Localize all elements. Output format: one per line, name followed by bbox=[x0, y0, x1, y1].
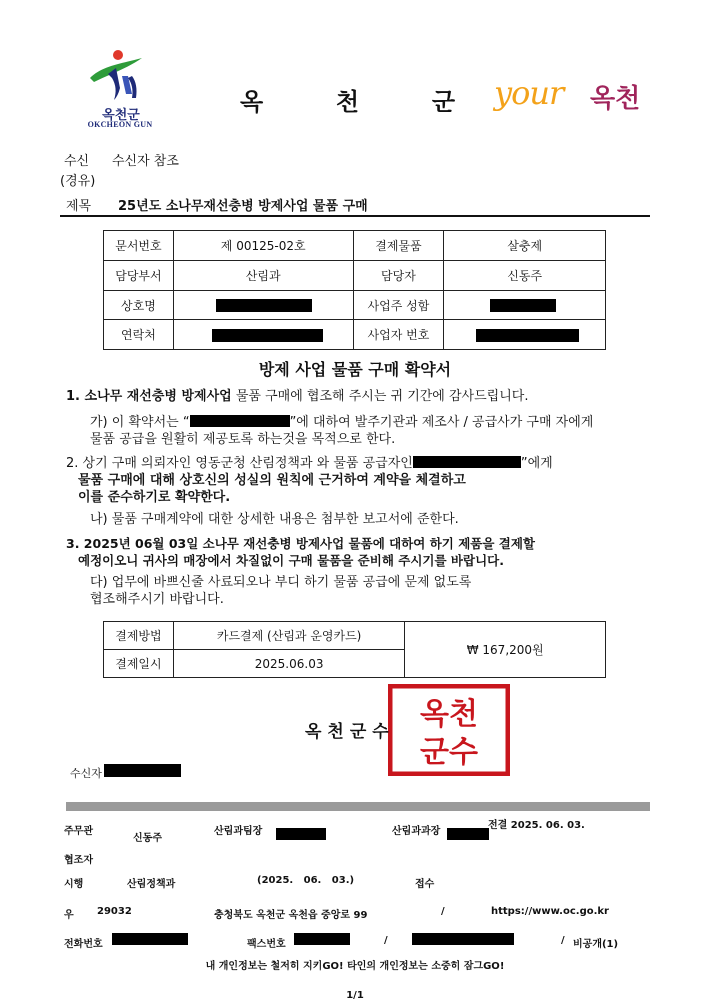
cell-item-label: 결제물품 bbox=[353, 231, 444, 261]
footer-enforce-date: (2025. 06. 03.) bbox=[257, 875, 355, 886]
footer-receipt-label: 접수 bbox=[415, 879, 435, 890]
redacted-block bbox=[294, 933, 350, 945]
footer-address: 충청북도 옥천군 옥천읍 중앙로 99 bbox=[214, 910, 368, 921]
paragraph-1-rest: 물품 구매에 협조해 주시는 귀 기간에 감사드립니다. bbox=[231, 389, 529, 404]
redacted-block bbox=[447, 828, 489, 840]
cell-doc-no-value: 제 00125-02호 bbox=[173, 231, 353, 261]
redacted-block bbox=[104, 764, 181, 777]
redacted-block bbox=[276, 828, 326, 840]
redacted-block bbox=[413, 456, 521, 468]
paragraph-2-line1: 2. 상기 구매 의뢰자인 영동군청 산림정책과 와 물품 공급자인 bbox=[66, 456, 413, 471]
title-char-1: 옥 bbox=[240, 88, 264, 116]
paragraph-2-line1-end: ”에게 bbox=[520, 456, 553, 471]
footer-postal-code: 29032 bbox=[97, 906, 132, 917]
payment-method-value: 카드결제 (산림과 운영카드) bbox=[173, 622, 405, 650]
footer-phone-label: 전화번호 bbox=[64, 939, 103, 950]
redacted-block bbox=[190, 415, 290, 427]
cell-manager-value: 신동주 bbox=[444, 261, 606, 291]
paragraph-1a-prefix: 가) 이 확약서는 “ bbox=[90, 415, 190, 430]
footer-officer-name: 신동주 bbox=[133, 833, 162, 844]
paragraph-1-bold: 1. 소나무 재선충병 방제사업 bbox=[66, 389, 232, 404]
seal-text-bottom: 군수 bbox=[420, 735, 478, 770]
cell-company-value bbox=[173, 291, 353, 320]
payment-date-value: 2025.06.03 bbox=[173, 650, 405, 678]
cell-item-value: 살충제 bbox=[444, 231, 606, 261]
payment-table bbox=[103, 621, 606, 678]
footer-enforce-label: 시행 bbox=[64, 879, 84, 890]
cell-owner-label: 사업주 성함 bbox=[353, 291, 444, 320]
paragraph-1a bbox=[90, 414, 593, 431]
footer-enforce-dept: 산림정책과 bbox=[127, 879, 176, 890]
paragraph-1a-line2: 물품 공급을 원활히 제공토록 하는것을 목적으로 한다. bbox=[90, 432, 396, 447]
page-title bbox=[240, 82, 455, 117]
redacted-block bbox=[490, 299, 556, 312]
table-row bbox=[104, 622, 606, 650]
cell-bizno-label: 사업자 번호 bbox=[353, 320, 444, 350]
footer-cooperator-label: 협조자 bbox=[64, 855, 93, 866]
paragraph-2a: 나) 물품 구매계약에 대한 상세한 내용은 첨부한 보고서에 준한다. bbox=[90, 512, 459, 527]
paragraph-1 bbox=[66, 388, 528, 405]
cell-contact-label: 연락처 bbox=[104, 320, 174, 350]
cell-company-label: 상호명 bbox=[104, 291, 174, 320]
cell-contact-value bbox=[173, 320, 353, 350]
cell-manager-label: 담당자 bbox=[353, 261, 444, 291]
footer-postal-label: 우 bbox=[64, 910, 74, 921]
redacted-block bbox=[112, 933, 188, 945]
subject-value: 25년도 소나무재선충병 방제사업 물품 구매 bbox=[118, 199, 368, 214]
redacted-block bbox=[216, 299, 312, 312]
redacted-block bbox=[476, 329, 579, 342]
footer-approval-date: 전결 2025. 06. 03. bbox=[488, 820, 585, 831]
subject-divider bbox=[60, 215, 650, 217]
footer-separator: / bbox=[561, 935, 565, 946]
table-row bbox=[104, 231, 606, 261]
paragraph-2-line3: 이를 준수하기로 확약한다. bbox=[78, 490, 231, 505]
cell-owner-value bbox=[444, 291, 606, 320]
cell-dept-label: 담당부서 bbox=[104, 261, 174, 291]
logo-subtitle: OKCHEON GUN bbox=[87, 120, 153, 129]
cell-dept-value: 산림과 bbox=[173, 261, 353, 291]
footer-website-link[interactable]: https://www.oc.go.kr bbox=[491, 906, 609, 917]
footer-privacy-notice: 내 개인정보는 철저히 지키GO! 타인의 개인정보는 소중히 잠그GO! bbox=[205, 961, 505, 972]
footer-separator: / bbox=[441, 906, 445, 917]
subject-label: 제목 bbox=[66, 199, 92, 214]
redacted-block bbox=[412, 933, 514, 945]
footer-fax-label: 팩스번호 bbox=[247, 939, 286, 950]
table-row bbox=[104, 291, 606, 320]
via-label: (경유) bbox=[60, 174, 96, 189]
issuer-name: 옥천군수 bbox=[305, 722, 395, 742]
paragraph-2 bbox=[66, 455, 553, 472]
page-number: 1/1 bbox=[346, 990, 364, 1000]
paragraph-3a-line1: 다) 업무에 바쁘신줄 사료되오나 부디 하기 물품 공급에 문제 없도록 bbox=[90, 575, 472, 590]
table-row bbox=[104, 320, 606, 350]
slogan-logo bbox=[494, 72, 644, 118]
cell-doc-no-label: 문서번호 bbox=[104, 231, 174, 261]
payment-date-label: 결제일시 bbox=[104, 650, 174, 678]
footer-divider bbox=[66, 802, 650, 811]
recipient-value: 수신자 참조 bbox=[112, 154, 179, 169]
slogan-en: your bbox=[494, 74, 564, 112]
seal-text-top: 옥천 bbox=[420, 697, 478, 732]
footer-separator: / bbox=[384, 935, 388, 946]
paragraph-1a-suffix: ”에 대하여 발주기관과 제조사 / 공급사가 구매 자에게 bbox=[289, 415, 594, 430]
logo-name: 옥천군 bbox=[102, 108, 140, 123]
paragraph-3-line1: 3. 2025년 06월 03일 소나무 재선충병 방제사업 물품에 대하여 하기 제품을 결제할 bbox=[66, 536, 535, 551]
cell-bizno-value bbox=[444, 320, 606, 350]
agreement-title: 방제 사업 물품 구매 확약서 bbox=[258, 360, 452, 379]
info-table bbox=[103, 230, 606, 350]
paragraph-3a-line2: 협조해주시기 바랍니다. bbox=[90, 592, 224, 607]
title-char-3: 군 bbox=[431, 88, 455, 116]
title-char-2: 천 bbox=[335, 88, 360, 116]
redacted-block bbox=[212, 329, 323, 342]
seal-stamp-icon bbox=[388, 684, 510, 776]
footer-disclosure: 비공개(1) bbox=[573, 939, 619, 950]
table-row bbox=[104, 261, 606, 291]
payment-method-label: 결제방법 bbox=[104, 622, 174, 650]
okcheon-emblem-icon bbox=[80, 48, 160, 104]
paragraph-2-line2: 물품 구매에 대해 상호신의 성실의 원칙에 근거하여 계약을 체결하고 bbox=[78, 473, 466, 488]
paragraph-3-line2: 예정이오니 귀사의 매장에서 차질없이 구매 물품을 준비해 주시기를 바랍니다. bbox=[78, 553, 504, 568]
okcheon-logo bbox=[80, 48, 160, 134]
payment-amount: ₩ 167,200원 bbox=[405, 622, 606, 678]
slogan-kr: 옥천 bbox=[590, 84, 641, 114]
footer-officer-label: 주무관 bbox=[64, 826, 93, 837]
recipient-footer-label: 수신자 bbox=[70, 767, 102, 780]
footer-director-label: 산림과과장 bbox=[392, 826, 441, 837]
recipient-label: 수신 bbox=[64, 154, 90, 169]
official-seal bbox=[388, 684, 510, 776]
footer-team-lead-label: 산림과팀장 bbox=[214, 826, 263, 837]
